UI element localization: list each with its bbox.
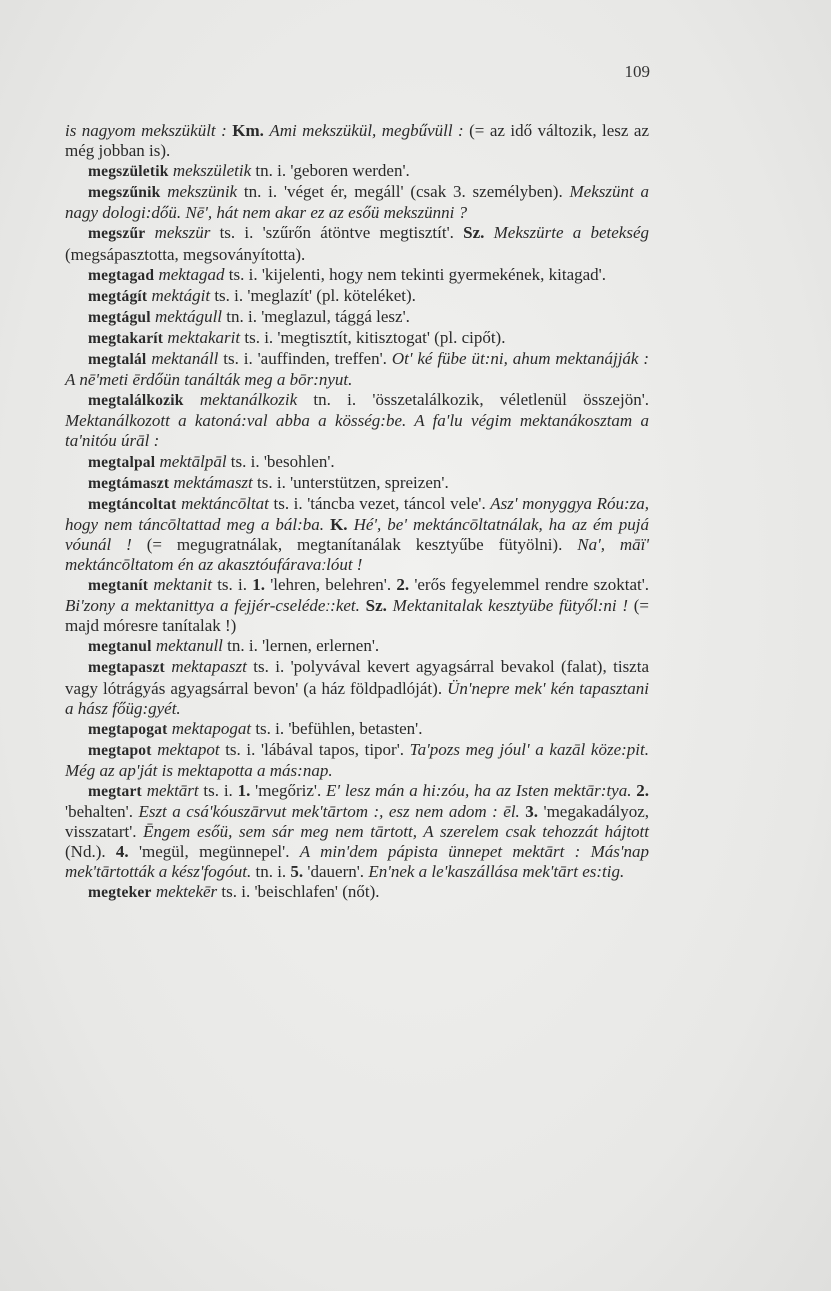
plain-text: 'behalten'. [65,802,139,822]
plain-text: 'megőriz'. [250,781,327,800]
italic-text: mektakarit [167,327,241,347]
entry-headword: megtapogat [88,720,168,738]
dictionary-entry [65,719,649,740]
italic-text: mektanull [155,636,223,656]
plain-text: ts. i. [211,575,253,595]
bold-marker: 1. [252,575,265,595]
italic-text: mektārt [146,781,199,800]
dictionary-entry [65,494,649,575]
italic-text: Ēngem esőü, sem sár meg nem tārtott, A szerelem csak tehozzát hájtott [143,822,649,842]
bold-marker: 4. [115,842,129,862]
italic-text: mektapot [157,739,220,759]
entry-headword: megtapaszt [88,659,165,677]
plain-text: ts. i. 'auffinden, treffen'. [218,349,392,369]
italic-text: mektanit [153,575,212,595]
entry-headword: megtapot [88,741,152,759]
dictionary-entry [65,575,649,636]
dictionary-entry [65,286,649,307]
dictionary-entry [65,452,649,473]
plain-text: ts. i. 'unterstützen, spreizen'. [252,472,449,492]
entry-headword: megtagad [88,266,155,284]
plain-text: tn. i. 'meglazul, tággá lesz'. [222,306,410,326]
entry-headword: megtalál [88,351,147,369]
entry-headword: megtáncoltat [88,495,177,513]
plain-text: 'lehren, belehren'. [264,575,397,595]
italic-text: mektágull [154,306,223,326]
dictionary-entry [65,328,649,349]
entry-headword: megtart [88,783,142,800]
bold-marker: Km. [232,121,264,140]
italic-text: Mektanálkozott a katoná:val abba a kösség:be. A fa'lu végim mektanákosztam a ta'nitóu úrāl : [65,411,649,451]
entry-headword: megtámaszt [88,474,170,492]
italic-text: Ta'pozs meg jóul' a kazāl köze:pit. Még az ap'ját is mektapotta a más:nap. [65,739,649,780]
dictionary-entry [65,657,649,718]
plain-text: ts. i. 'lábával tapos, tipor'. [219,739,410,759]
italic-text: Mekszünt a nagy dologi:dőü. Nē', hát nem akar ez az esőü mekszünni ? [65,182,650,223]
plain-text [184,390,200,409]
entry-headword: megtágul [88,308,151,326]
plain-text: 'megül, megünnepel'. [128,842,300,862]
plain-text: 'dauern'. [303,862,369,882]
plain-text: ts. i. 'befühlen, betasten'. [251,718,423,738]
italic-text: mektagad [158,264,225,284]
dictionary-entry [65,636,649,657]
dictionary-entry [65,390,649,451]
italic-text: Mektanitalak kesztyübe fütyől:ni ! [392,596,629,616]
dictionary-entry [65,307,649,328]
dictionary-entry [65,161,649,182]
italic-text: Mekszürte a betekség [493,223,650,243]
plain-text: tn. i. [251,862,291,882]
italic-text: En'nek a le'kaszállása mek'tārt es:tig. [368,862,625,882]
plain-text: ts. i. 'beischlafen' (nőt). [217,882,380,902]
plain-text: 'megakadályoz, visszatart'. [65,802,650,842]
italic-text: mektáncōltat [181,493,269,513]
plain-text: ts. i. 'meglazít' (pl. köteléket). [210,285,416,305]
plain-text: tn. i. 'geboren werden'. [251,161,410,181]
plain-text: ts. i. 'megtisztít, kitisztogat' (pl. cipőt). [240,327,506,347]
dictionary-entries [65,121,649,904]
entry-headword: megtalálkozik [88,392,184,410]
dictionary-entry [65,265,649,286]
entry-headword: megtanít [88,577,149,595]
plain-text: (= az idő változik, lesz az még jobban is). [65,121,650,161]
plain-text: (megsápasztotta, megsoványította). [65,244,306,264]
dictionary-entry [65,349,649,390]
italic-text: Asz' monyggya Róu:za, hogy nem táncōltattad meg a bál:ba. [65,493,650,534]
entry-headword: megtágít [88,287,148,305]
plain-text: ts. i. 'táncba vezet, táncol vele'. [268,493,491,513]
italic-text: mekszünik [167,182,238,202]
dictionary-entry [65,182,649,223]
italic-text: Eszt a csá'kóuszārvut mek'tārtom :, esz nem adom : ēl. [138,802,520,822]
italic-text: mektanáll [151,349,219,369]
entry-headword: megszületik [88,163,169,181]
plain-text [145,223,154,242]
plain-text [484,223,493,242]
dictionary-entry [65,223,649,264]
plain-text: tn. i. 'összetalálkozik, véletlenül összejön'. [297,390,650,410]
italic-text: A min'dem pápista ünnepet mektārt : Más'nap mek'tārtották a kész'fogóut. [65,842,649,882]
italic-text: Bi'zony a mektanittya a fejjér-cselédeː:ket. [65,596,360,616]
plain-text: 'erős fegyelemmel rendre szoktat'. [409,575,650,595]
italic-text: E' lesz mán a hi:zóu, ha az Isten mektār:tya. [326,781,632,800]
bold-marker: Sz. [365,596,387,616]
bold-marker: Sz. [463,223,485,243]
italic-text: Ot' ké fübe üt:ni, ahum mektanájják : A nē'meti ērdőün tanálták meg a bōr:nyut. [65,349,650,390]
entry-headword: megteker [88,884,152,902]
plain-text: ts. i. 'kijelenti, hogy nem tekinti gyermekének, kitagad'. [224,264,606,284]
italic-text: mektámaszt [173,472,253,492]
dictionary-entry [65,473,649,494]
plain-text: (Nd.). [65,842,116,862]
plain-text: tn. i. 'véget ér, megáll' (csak 3. személyben). [237,182,570,202]
dictionary-entry [65,781,649,882]
plain-text: ts. i. 'besohlen'. [226,451,335,471]
dictionary-entry [65,121,649,161]
italic-text: is nagyom mekszükült : [65,121,233,140]
italic-text: mektekēr [155,882,218,902]
dictionary-entry [65,882,649,903]
bold-marker: 2. [636,781,650,800]
bold-marker: 1. [237,781,251,800]
entry-headword: megtakarít [88,329,164,347]
italic-text: mektapogat [171,718,252,738]
italic-text: Ami mekszükül, megbűvüll : [269,121,464,140]
entry-headword: megtanul [88,638,152,656]
entry-headword: megszűnik [88,184,161,202]
italic-text: Na', māï' mektáncōltatom én az akasztóufáravaːlóut ! [65,534,649,574]
bold-marker: 2. [396,575,410,595]
italic-text: mektapaszt [171,657,247,677]
plain-text: ts. i. 'polyvával kevert agyagsárral bevakol (falat), tiszta vagy lótrágyás agyagsárral bevon' (a ház földpadlóját). [65,657,649,698]
plain-text: ts. i. [198,781,238,800]
bold-marker: K. [330,514,348,534]
entry-headword: megtalpal [88,453,156,471]
italic-text: Ün'nepre mek' kén tapasztani a hász főüg:gyét. [65,678,649,718]
italic-text: mekszür [154,223,211,243]
italic-text: mekszületik [172,161,252,181]
italic-text: mektālpāl [159,451,227,471]
italic-text: mektanálkozik [199,390,298,410]
plain-text: tn. i. 'lernen, erlernen'. [222,636,380,656]
italic-text: mektágit [151,285,211,305]
italic-text: Hé', be' mektáncōltatnálak, ha az ém pujá vóunál ! [65,514,650,554]
bold-marker: 3. [525,802,539,822]
dictionary-entry [65,740,649,781]
plain-text: (= megugratnálak, megtanítanálak kesztyűbe fütyölni). [131,534,578,554]
page-number: 109 [624,62,650,81]
plain-text: (= majd móresre tanítalak !) [65,596,650,636]
entry-headword: megszűr [88,225,146,243]
plain-text: ts. i. 'szűrőn átöntve megtisztít'. [210,223,464,243]
bold-marker: 5. [290,862,304,882]
